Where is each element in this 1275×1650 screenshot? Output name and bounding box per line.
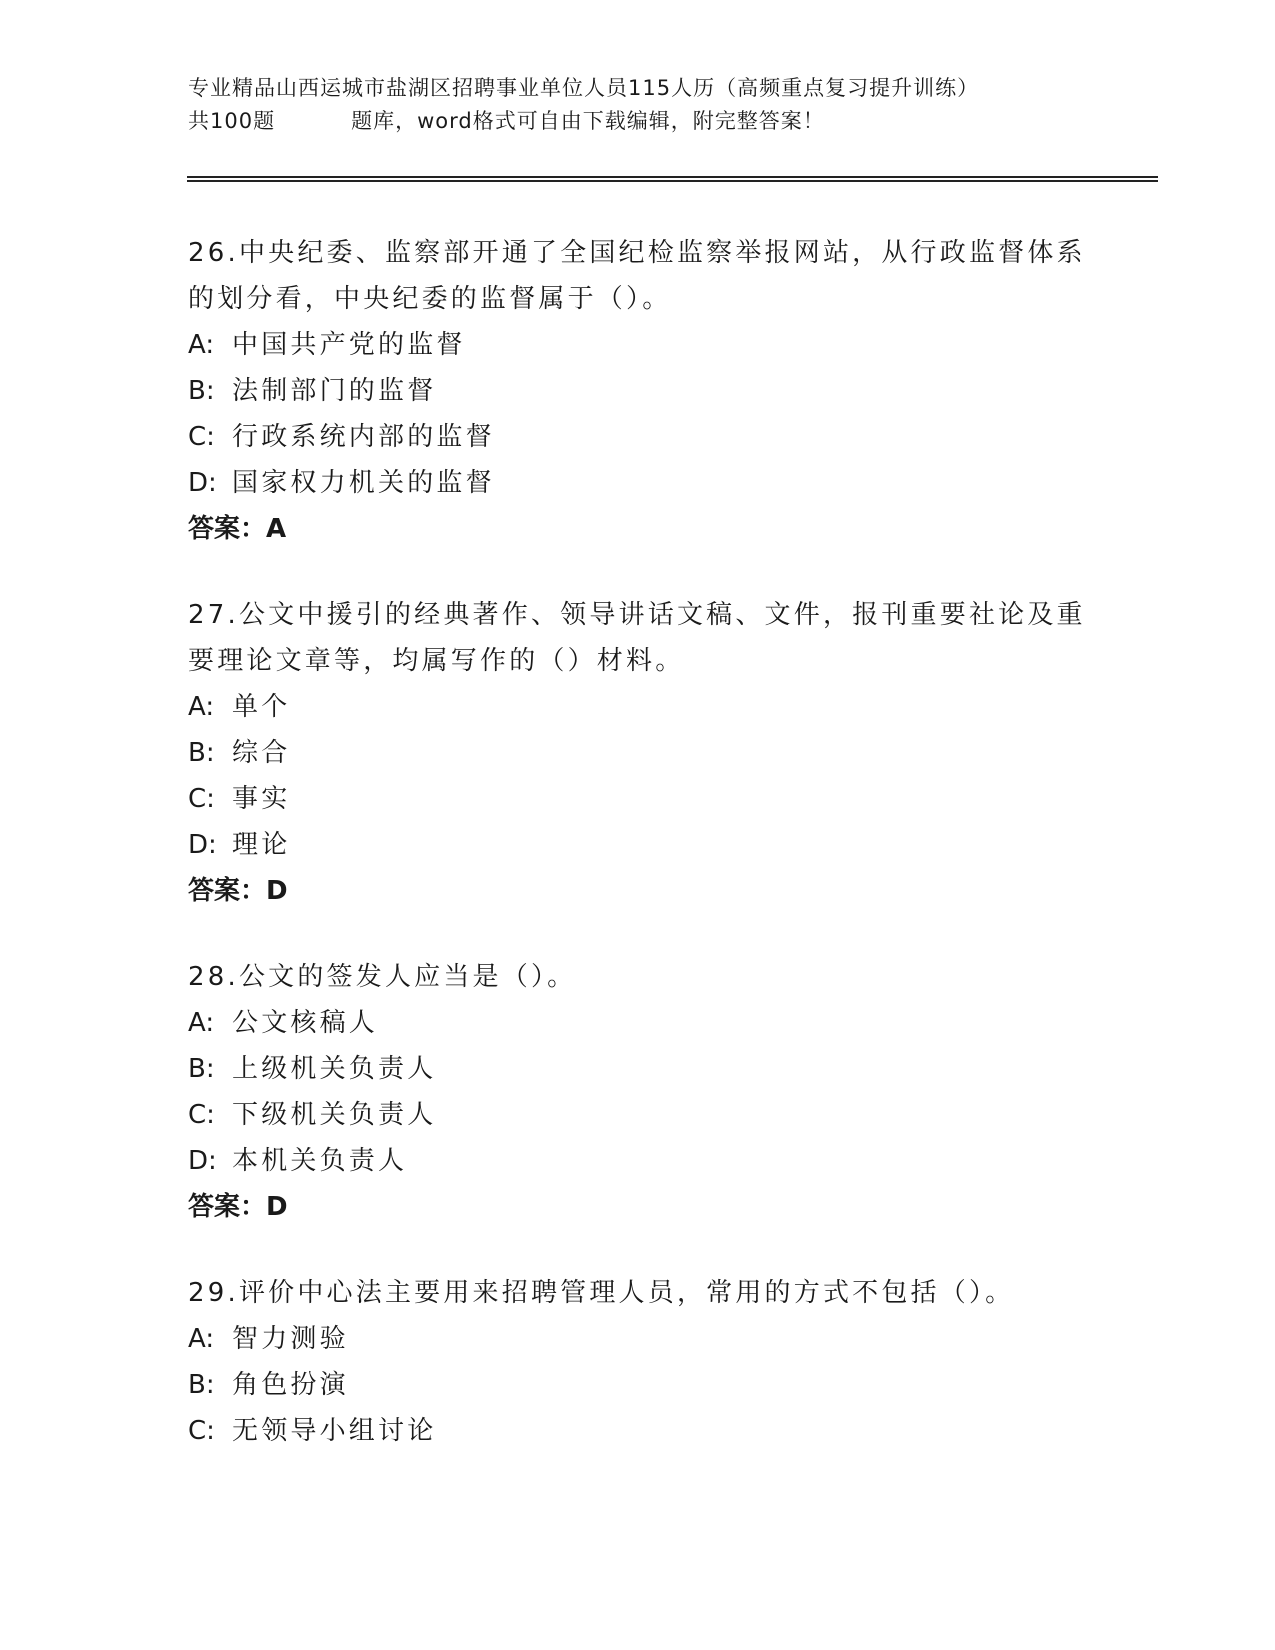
option-b bbox=[188, 1362, 1088, 1408]
question-text: 29.评价中心法主要用来招聘管理人员，常用的方式不包括（）。 bbox=[188, 1278, 1015, 1308]
option-key: A: bbox=[188, 330, 215, 360]
option-text: 国家权力机关的监督 bbox=[232, 468, 495, 498]
option-c bbox=[188, 776, 1088, 822]
option-a bbox=[188, 684, 1088, 730]
document-header bbox=[188, 72, 1088, 138]
option-c bbox=[188, 1408, 1088, 1454]
option-d bbox=[188, 460, 1088, 506]
option-key: C: bbox=[188, 1416, 215, 1446]
option-key: A: bbox=[188, 1008, 215, 1038]
option-text: 综合 bbox=[232, 738, 291, 768]
question-text: 28.公文的签发人应当是（）。 bbox=[188, 962, 577, 992]
option-text: 本机关负责人 bbox=[232, 1146, 408, 1176]
option-a bbox=[188, 1316, 1088, 1362]
option-key: B: bbox=[188, 1054, 215, 1084]
question-28 bbox=[188, 954, 1088, 1230]
header-subtitle-line bbox=[188, 105, 1088, 138]
option-d bbox=[188, 822, 1088, 868]
question-count: 共100题 bbox=[188, 109, 276, 133]
answer: 答案：D bbox=[188, 876, 288, 906]
option-b bbox=[188, 730, 1088, 776]
question-text: 27.公文中援引的经典著作、领导讲话文稿、文件，报刊重要社论及重要理论文章等，均属写作的（）材料。 bbox=[188, 600, 1086, 676]
question-26 bbox=[188, 230, 1088, 552]
question-text: 26.中央纪委、监察部开通了全国纪检监察举报网站，从行政监督体系的划分看，中央纪委的监督属于（）。 bbox=[188, 238, 1086, 314]
option-key: A: bbox=[188, 692, 215, 722]
option-text: 法制部门的监督 bbox=[232, 376, 437, 406]
option-text: 无领导小组讨论 bbox=[232, 1416, 437, 1446]
option-c bbox=[188, 1092, 1088, 1138]
option-d bbox=[188, 1138, 1088, 1184]
option-b bbox=[188, 1046, 1088, 1092]
option-text: 智力测验 bbox=[232, 1324, 349, 1354]
answer: 答案：A bbox=[188, 514, 287, 544]
option-text: 行政系统内部的监督 bbox=[232, 422, 495, 452]
option-text: 公文核稿人 bbox=[232, 1008, 379, 1038]
download-note: 题库，word格式可自由下载编辑，附完整答案！ bbox=[351, 109, 825, 133]
option-text: 中国共产党的监督 bbox=[232, 330, 466, 360]
option-key: B: bbox=[188, 376, 215, 406]
header-title-line: 专业精品山西运城市盐湖区招聘事业单位人员115人历（高频重点复习提升训练） bbox=[188, 76, 980, 100]
option-text: 上级机关负责人 bbox=[232, 1054, 437, 1084]
option-key: B: bbox=[188, 1370, 215, 1400]
option-c bbox=[188, 414, 1088, 460]
answer: 答案：D bbox=[188, 1192, 288, 1222]
option-key: D: bbox=[188, 468, 217, 498]
option-text: 事实 bbox=[232, 784, 291, 814]
option-key: C: bbox=[188, 784, 215, 814]
question-29 bbox=[188, 1270, 1088, 1454]
option-key: D: bbox=[188, 830, 217, 860]
header-divider bbox=[187, 176, 1158, 182]
option-b bbox=[188, 368, 1088, 414]
option-text: 角色扮演 bbox=[232, 1370, 349, 1400]
question-27 bbox=[188, 592, 1088, 914]
option-text: 理论 bbox=[232, 830, 291, 860]
option-key: A: bbox=[188, 1324, 215, 1354]
option-key: C: bbox=[188, 422, 215, 452]
option-key: C: bbox=[188, 1100, 215, 1130]
option-key: D: bbox=[188, 1146, 217, 1176]
option-key: B: bbox=[188, 738, 215, 768]
option-a bbox=[188, 1000, 1088, 1046]
option-text: 单个 bbox=[232, 692, 291, 722]
option-text: 下级机关负责人 bbox=[232, 1100, 437, 1130]
option-a bbox=[188, 322, 1088, 368]
